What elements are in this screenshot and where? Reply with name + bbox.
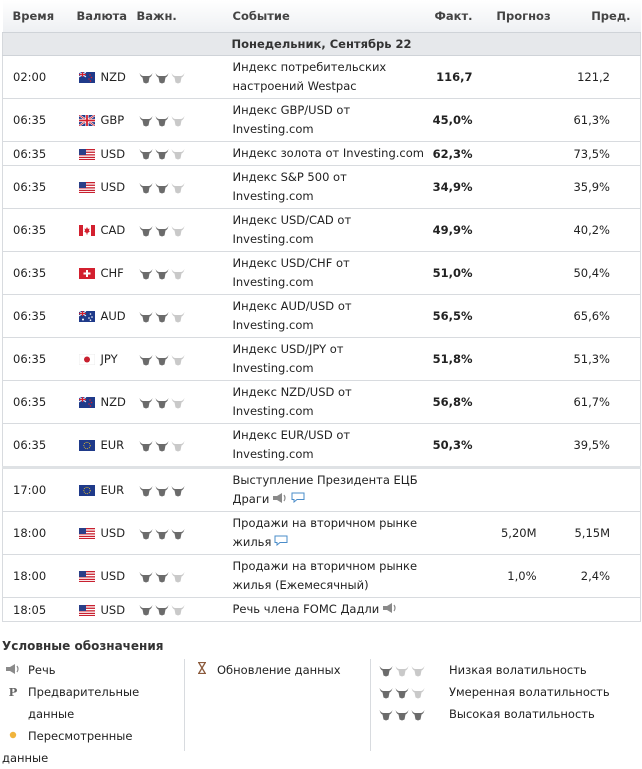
event-time: 02:00: [3, 56, 77, 99]
table-row[interactable]: [3, 99, 641, 142]
currency-code: EUR: [100, 438, 125, 452]
day-label: Понедельник, Сентябрь 22: [3, 33, 641, 56]
importance-bulls-icon: [137, 209, 233, 252]
currency-code: USD: [100, 602, 126, 617]
us-flag-icon: [79, 571, 95, 582]
event-forecast: 5,20M: [481, 512, 557, 555]
importance-bulls-icon: [137, 252, 233, 295]
event-name[interactable]: [233, 166, 429, 209]
event-name-line-2[interactable]: Investing.com: [232, 361, 314, 375]
ca-flag-icon: [79, 225, 95, 236]
currency-code: USD: [100, 526, 126, 540]
event-time: 06:35: [3, 338, 77, 381]
ch-flag-icon: [79, 268, 95, 279]
currency-code: AUD: [100, 309, 126, 323]
event-time: 06:35: [3, 381, 77, 424]
importance-bulls-icon: [137, 424, 233, 468]
event-actual: 56,5%: [429, 295, 481, 338]
event-forecast: [481, 99, 557, 142]
event-name-line-1[interactable]: Индекс S&P 500 от: [232, 170, 347, 184]
event-time: 18:05: [3, 598, 77, 622]
table-row[interactable]: [3, 598, 641, 622]
event-name[interactable]: [233, 468, 429, 512]
event-name[interactable]: [233, 381, 429, 424]
event-name-line-2[interactable]: Investing.com: [232, 189, 314, 203]
currency-code: CAD: [100, 223, 126, 237]
event-name-line-1[interactable]: Индекс золота от Investing.com: [232, 146, 424, 160]
event-forecast: [481, 424, 557, 468]
table-row[interactable]: [3, 512, 641, 555]
event-name-line-1[interactable]: Индекс USD/JPY от: [232, 342, 344, 356]
event-actual: 49,9%: [429, 209, 481, 252]
event-name-line-2[interactable]: Investing.com: [232, 275, 314, 289]
event-name[interactable]: [233, 424, 429, 468]
event-currency: [77, 381, 137, 424]
table-row[interactable]: [3, 381, 641, 424]
importance-bulls-icon: [137, 56, 233, 99]
low-volatility-bulls-icon: [379, 659, 439, 681]
event-time: 06:35: [3, 142, 77, 166]
table-row[interactable]: [3, 555, 641, 598]
table-row[interactable]: [3, 295, 641, 338]
mid-volatility-bulls-icon: [379, 681, 439, 703]
legend-column-3: [370, 659, 642, 751]
event-previous: 121,2: [557, 56, 641, 99]
importance-bulls-icon: [137, 381, 233, 424]
event-currency: [77, 338, 137, 381]
event-name-line-1[interactable]: Индекс потребительских: [232, 60, 387, 74]
au-flag-icon: [79, 311, 95, 322]
event-currency: [77, 555, 137, 598]
currency-code: JPY: [100, 352, 118, 366]
table-row[interactable]: [3, 424, 641, 468]
event-currency: [77, 99, 137, 142]
legend-column-1: [2, 659, 178, 769]
us-flag-icon: [79, 528, 95, 539]
header-forecast[interactable]: Прогноз: [481, 0, 557, 33]
importance-bulls-icon: [137, 99, 233, 142]
importance-bulls-icon: [137, 468, 233, 512]
legend-column-2: [184, 659, 371, 751]
event-name-line-1[interactable]: Продажи на вторичном рынке: [232, 559, 418, 573]
event-name-line-1[interactable]: Продажи на вторичном рынке: [232, 516, 418, 530]
event-name[interactable]: [233, 295, 429, 338]
importance-bulls-icon: [137, 166, 233, 209]
event-time: 06:35: [3, 252, 77, 295]
table-row[interactable]: [3, 56, 641, 99]
economic-calendar-table: [2, 0, 641, 622]
event-forecast: [481, 598, 557, 622]
event-previous: 51,3%: [557, 338, 641, 381]
high-volatility-bulls-icon: [379, 703, 439, 725]
currency-code: GBP: [100, 113, 125, 127]
importance-bulls-icon: [137, 555, 233, 598]
event-name-line-1[interactable]: Речь члена FOMC Дадли: [232, 602, 380, 616]
table-row[interactable]: [3, 468, 641, 512]
header-previous[interactable]: Пред.: [557, 0, 641, 33]
event-name-line-2[interactable]: Investing.com: [232, 122, 314, 136]
event-name-line-1[interactable]: Выступление Президента ЕЦБ: [232, 473, 418, 487]
event-time: 06:35: [3, 99, 77, 142]
preliminary-icon: P: [8, 685, 18, 699]
event-name-line-1[interactable]: Индекс USD/CAD от: [232, 213, 352, 227]
event-previous: 35,9%: [557, 166, 641, 209]
eu-flag-icon: [79, 440, 95, 451]
event-currency: [77, 468, 137, 512]
event-time: 06:35: [3, 166, 77, 209]
header-currency[interactable]: Валюта: [77, 0, 137, 33]
table-row[interactable]: [3, 338, 641, 381]
event-name[interactable]: [233, 512, 429, 555]
event-forecast: [481, 381, 557, 424]
event-time: 06:35: [3, 424, 77, 468]
event-name-line-2[interactable]: Investing.com: [232, 232, 314, 246]
header-event[interactable]: Событие: [233, 0, 429, 33]
event-name[interactable]: [233, 142, 429, 166]
comment-icon[interactable]: [274, 533, 288, 552]
event-actual: 51,8%: [429, 338, 481, 381]
day-separator-row: [3, 33, 641, 56]
event-forecast: [481, 56, 557, 99]
event-previous: 50,4%: [557, 252, 641, 295]
event-name[interactable]: [233, 209, 429, 252]
event-name-line-2[interactable]: Investing.com: [232, 404, 314, 418]
header-actual[interactable]: Факт.: [429, 0, 481, 33]
table-row[interactable]: [3, 252, 641, 295]
event-forecast: [481, 209, 557, 252]
event-previous: 61,3%: [557, 99, 641, 142]
event-actual: 56,8%: [429, 381, 481, 424]
currency-code: CHF: [100, 266, 124, 280]
speech-icon: [382, 600, 398, 619]
event-currency: [77, 209, 137, 252]
eu-flag-icon: [79, 485, 95, 496]
event-name-line-1[interactable]: Индекс EUR/USD от: [232, 428, 351, 442]
currency-code: USD: [100, 569, 126, 583]
event-currency: [77, 166, 137, 209]
event-forecast: [481, 252, 557, 295]
event-name-line-1[interactable]: Индекс USD/CHF от: [232, 256, 350, 270]
nz-flag-icon: [79, 397, 95, 408]
event-currency: [77, 295, 137, 338]
event-name-line-2[interactable]: жилья: [232, 535, 272, 549]
event-name-line-2[interactable]: Investing.com: [232, 447, 314, 461]
event-name[interactable]: [233, 56, 429, 99]
event-forecast: 1,0%: [481, 555, 557, 598]
nz-flag-icon: [79, 72, 95, 83]
event-time: 18:00: [3, 555, 77, 598]
legend: [2, 632, 638, 769]
importance-bulls-icon: [137, 598, 233, 622]
table-row[interactable]: [3, 209, 641, 252]
gb-flag-icon: [79, 115, 95, 126]
event-actual: 50,3%: [429, 424, 481, 468]
header-importance[interactable]: Важн.: [137, 0, 233, 33]
event-actual: 34,9%: [429, 166, 481, 209]
legend-title: Условные обозначения: [2, 639, 164, 653]
event-actual: 45,0%: [429, 99, 481, 142]
event-time: 06:35: [3, 295, 77, 338]
importance-bulls-icon: [137, 295, 233, 338]
comment-icon[interactable]: [291, 490, 305, 509]
table-header-row: [3, 0, 641, 33]
event-actual: 62,3%: [429, 142, 481, 166]
legend-data-update-label: Обновление данных: [217, 663, 341, 677]
event-currency: [77, 142, 137, 166]
event-previous: 73,5%: [557, 142, 641, 166]
event-name-line-1[interactable]: Индекс NZD/USD от: [232, 385, 352, 399]
importance-bulls-icon: [137, 512, 233, 555]
event-name-line-2[interactable]: настроений Westpac: [232, 79, 357, 93]
legend-high-vol-label: Высокая волатильность: [449, 707, 595, 721]
currency-code: USD: [100, 180, 126, 194]
legend-low-vol-label: Низкая волатильность: [449, 663, 587, 677]
event-name-line-1[interactable]: Индекс GBP/USD от: [232, 103, 351, 117]
event-previous: 65,6%: [557, 295, 641, 338]
event-actual: 51,0%: [429, 252, 481, 295]
event-actual: [429, 468, 481, 512]
event-currency: [77, 598, 137, 622]
currency-code: NZD: [100, 70, 126, 84]
importance-bulls-icon: [137, 142, 233, 166]
us-flag-icon: [79, 605, 95, 616]
event-actual: [429, 598, 481, 622]
event-previous: [557, 598, 641, 622]
revised-dot-icon: [2, 725, 24, 747]
event-name[interactable]: [233, 598, 429, 622]
currency-code: USD: [100, 146, 126, 161]
event-actual: [429, 512, 481, 555]
event-previous: 2,4%: [557, 555, 641, 598]
event-name[interactable]: [233, 99, 429, 142]
importance-bulls-icon: [137, 338, 233, 381]
event-previous: 40,2%: [557, 209, 641, 252]
header-time[interactable]: Время: [3, 0, 77, 33]
event-actual: 116,7: [429, 56, 481, 99]
hourglass-icon: [191, 659, 213, 681]
legend-speech-label: Речь: [28, 663, 56, 677]
speech-icon: [272, 490, 288, 509]
event-forecast: [481, 468, 557, 512]
event-forecast: [481, 295, 557, 338]
speech-icon: [2, 659, 24, 681]
event-currency: [77, 56, 137, 99]
event-forecast: [481, 166, 557, 209]
event-time: 06:35: [3, 209, 77, 252]
us-flag-icon: [79, 149, 95, 160]
event-previous: [557, 468, 641, 512]
event-previous: 5,15M: [557, 512, 641, 555]
event-previous: 61,7%: [557, 381, 641, 424]
event-name[interactable]: [233, 555, 429, 598]
currency-code: EUR: [100, 483, 125, 497]
event-currency: [77, 512, 137, 555]
event-time: 17:00: [3, 468, 77, 512]
legend-revised-label: Пересмотренные данные: [2, 729, 133, 765]
us-flag-icon: [79, 182, 95, 193]
event-name-line-2[interactable]: жилья (Ежемесячный): [232, 578, 369, 592]
event-currency: [77, 424, 137, 468]
event-forecast: [481, 142, 557, 166]
legend-mid-vol-label: Умеренная волатильность: [449, 685, 610, 699]
event-time: 18:00: [3, 512, 77, 555]
event-name[interactable]: [233, 338, 429, 381]
table-row[interactable]: [3, 166, 641, 209]
event-previous: 39,5%: [557, 424, 641, 468]
jp-flag-icon: [79, 354, 95, 365]
event-name-line-2[interactable]: Драги: [232, 492, 270, 506]
event-actual: [429, 555, 481, 598]
table-row[interactable]: [3, 142, 641, 166]
currency-code: NZD: [100, 395, 126, 409]
event-name-line-1[interactable]: Индекс AUD/USD от: [232, 299, 352, 313]
legend-preliminary-label: Предварительные: [28, 685, 140, 699]
event-name-line-2[interactable]: Investing.com: [232, 318, 314, 332]
event-name[interactable]: [233, 252, 429, 295]
event-forecast: [481, 338, 557, 381]
legend-preliminary-label-2: данные: [28, 707, 75, 721]
event-currency: [77, 252, 137, 295]
